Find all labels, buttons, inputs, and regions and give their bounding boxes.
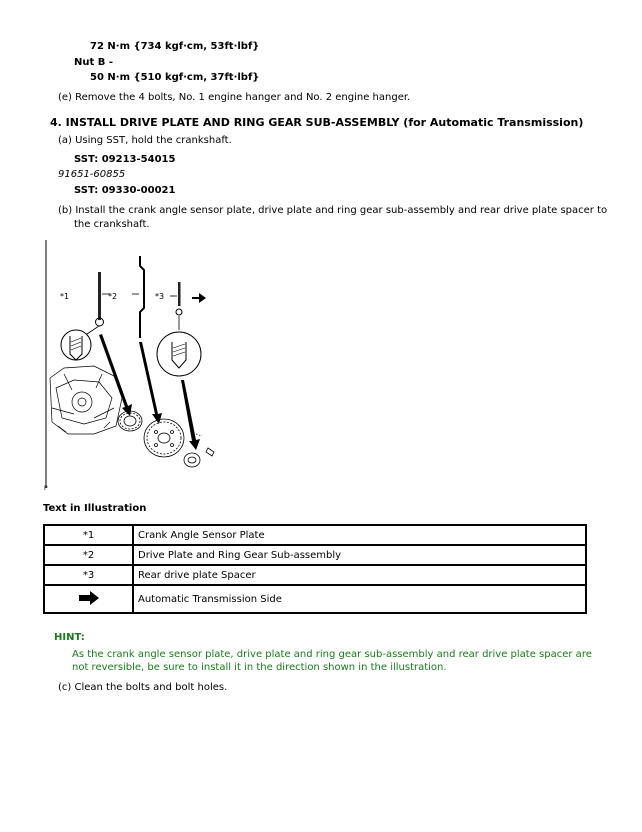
step-b-line-2: the crankshaft.	[74, 219, 150, 230]
table-row	[44, 565, 586, 585]
table-row	[44, 545, 586, 565]
table-row	[44, 585, 586, 613]
callout-2: *2	[108, 292, 118, 301]
legend-table	[43, 524, 587, 614]
section-4-title: 4. INSTALL DRIVE PLATE AND RING GEAR SUB-ASSEMBLY (for Automatic Transmission)	[50, 116, 584, 129]
step-e: (e) Remove the 4 bolts, No. 1 engine hanger and No. 2 engine hanger.	[58, 92, 411, 103]
engine-block-drawing	[50, 366, 122, 434]
legend-text: Automatic Transmission Side	[133, 585, 586, 613]
drive-plate-exploded	[144, 419, 184, 457]
legend-text: Rear drive plate Spacer	[133, 565, 586, 585]
sst-2: SST: 09330-00021	[74, 185, 176, 196]
legend-key	[44, 585, 133, 613]
legend-key: *2	[44, 545, 133, 565]
legend-key: *3	[44, 565, 133, 585]
nut-a-torque: 72 N·m {734 kgf·cm, 53ft·lbf}	[90, 41, 260, 52]
table-row	[44, 525, 586, 545]
spacer-drawing	[157, 282, 206, 376]
sst-part-number: 91651-60855	[58, 169, 126, 180]
install-illustration	[44, 238, 244, 494]
step-b-line-1: (b) Install the crank angle sensor plate, drive plate and ring gear sub-assembly and rear drive plate spacer to	[58, 205, 608, 216]
legend-heading: Text in Illustration	[43, 503, 147, 514]
hint-label: HINT:	[54, 632, 85, 643]
nut-b-torque: 50 N·m {510 kgf·cm, 37ft·lbf}	[90, 72, 260, 83]
spacer-exploded	[184, 448, 214, 467]
hint-text: As the crank angle sensor plate, drive plate and ring gear sub-assembly and rear drive plate spacer are not reversible, be sure to install it in the direction shown in the illustration.	[72, 649, 592, 673]
sst-1: SST: 09213-54015	[74, 154, 176, 165]
legend-text: Drive Plate and Ring Gear Sub-assembly	[133, 545, 586, 565]
legend-key: *1	[44, 525, 133, 545]
legend-text: Crank Angle Sensor Plate	[133, 525, 586, 545]
crank-angle-sensor-plate-drawing	[61, 272, 110, 360]
callout-1: *1	[60, 292, 70, 301]
illustration-corner-mark: P	[44, 485, 48, 492]
nut-b-label: Nut B -	[74, 57, 114, 68]
drive-plate-drawing	[132, 256, 144, 338]
illustration-drawing	[44, 238, 244, 494]
step-c: (c) Clean the bolts and bolt holes.	[58, 682, 228, 693]
right-arrow-icon	[78, 591, 100, 605]
callout-3: *3	[155, 292, 165, 301]
step-a: (a) Using SST, hold the crankshaft.	[58, 135, 232, 146]
